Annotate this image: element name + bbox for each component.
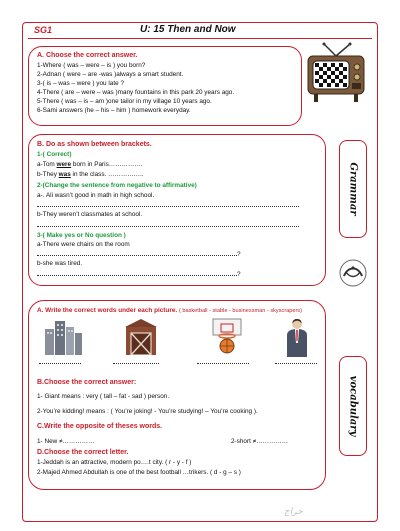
correct-sentence-a: a-Tom were born in Paris……………. [37, 161, 143, 168]
section-a-item: 5-There ( was – is – am )one tailor in my village 10 years ago. [37, 98, 212, 105]
seal-picture [338, 258, 368, 288]
letter-question-1: 1-Jeddah is an attractive, modern po….t city. ( r - y - f ) [37, 459, 192, 466]
opposite-item-1: 1- New ≠…………… [37, 438, 95, 445]
instruction-question: 3-( Make yes or No question ) [37, 232, 126, 239]
vocab-instruction-line: A. Write the correct words under each picture. ( basketball - stable - businessman - skyscrapers) [37, 307, 303, 314]
question-sentence-b: b-she was tired. [37, 260, 83, 267]
vocab-section-c-heading: C.Write the opposite of theses words. [37, 423, 163, 430]
grammar-side-label: Grammar [339, 140, 367, 238]
watermark: حراج [284, 506, 303, 516]
vocab-section-d-heading: D.Choose the correct letter. [37, 449, 129, 456]
answer-line: ? [37, 270, 241, 279]
question-sentence-a: a-There were chairs on the room [37, 241, 130, 248]
basketball-picture [209, 317, 245, 355]
instruction-correct: 1-( Correct) [37, 151, 72, 158]
skyscrapers-picture [43, 319, 83, 355]
vocab-section-b-heading: B.Choose the correct answer: [37, 379, 137, 386]
header-divider [28, 38, 372, 39]
answer-line: ? [37, 250, 241, 259]
section-a-item: 2-Adnan ( were – are -was )always a smart student. [37, 71, 184, 78]
negative-sentence-b: b-They weren’t classmates at school. [37, 211, 143, 218]
section-b-box [28, 134, 326, 286]
stable-picture [123, 317, 159, 355]
vocab-question-1: 1- Giant means : very ( tall – fat - sad ) person. [37, 393, 170, 400]
sheet-code: SG1 [34, 25, 53, 35]
answer-line [37, 221, 299, 230]
letter-question-2: 2-Majed Ahmed Abdullah is one of the best football …trikers. ( d - g – s ) [37, 469, 241, 476]
vocabulary-box [28, 300, 326, 490]
opposite-item-2: 2-short ≠…………… [231, 438, 289, 445]
section-a-item: 3-( is – was – were ) you late ? [37, 80, 125, 87]
businessman-picture [283, 317, 311, 357]
section-a-item: 1-Where ( was – were – is ) you born? [37, 62, 146, 69]
vocab-question-2: 2-You’re kidding! means : ( You’re joking! - You’re studying! – You’re cooking ). [37, 408, 258, 415]
section-b-heading: B. Do as shown between brackets. [37, 141, 152, 148]
instruction-negative-affirmative: 2-(Change the sentence from negative to affirmative) [37, 182, 197, 189]
section-a-item: 4-There ( are – were – was )many fountains in this park 20 years ago. [37, 89, 235, 96]
correct-sentence-b: b-They was in the class. …………….. [37, 171, 144, 178]
old-tv-picture [306, 42, 366, 104]
answer-line [37, 201, 299, 210]
worksheet-header [22, 22, 378, 40]
vocabulary-side-label: vocabulary [339, 356, 367, 456]
sheet-title: U: 15 Then and Now [140, 24, 236, 35]
negative-sentence-a: a-. Ali wasn’t good in math in high school. [37, 192, 155, 199]
section-a-heading: A. Choose the correct answer. [37, 52, 138, 59]
section-a-box [28, 46, 302, 126]
section-a-item: 6-Sami answers (he – his – him ) homework everyday. [37, 107, 191, 114]
